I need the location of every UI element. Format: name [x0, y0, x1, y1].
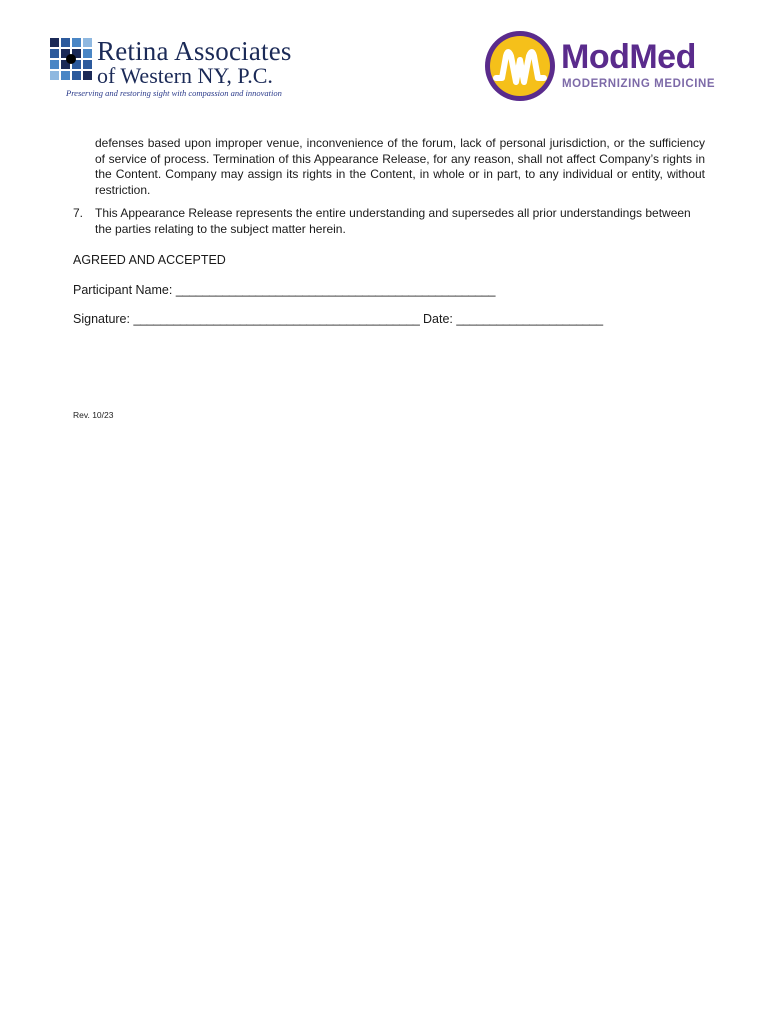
participant-name-field[interactable]: ________________________________________________ — [175, 282, 496, 297]
date-field[interactable]: ______________________ — [456, 312, 603, 326]
signature-row — [73, 312, 705, 328]
signature-field[interactable]: ___________________________________________ — [133, 312, 420, 326]
modmed-logo-tagline: MODERNIZING MEDICINE — [562, 78, 716, 90]
modmed-logo — [484, 30, 724, 106]
continuation-paragraph: defenses based upon improper venue, inconvenience of the forum, lack of personal jurisdiction, or the sufficiency of service of process. Termination of this Appearance Release, for any reason, shall not affect Company’s rights in the Content. Company may assign its rights in the Content, in whole or in part, to any individual or entity, without restriction. — [95, 136, 705, 197]
modmed-logo-name: ModMed — [561, 38, 696, 76]
participant-name-label: Participant Name: — [73, 282, 173, 297]
modmed-m-logo-icon — [484, 30, 556, 102]
agreed-heading: AGREED AND ACCEPTED — [73, 253, 226, 267]
date-label: Date: — [423, 312, 453, 326]
signature-label: Signature: — [73, 312, 130, 326]
release-body — [73, 136, 705, 328]
retina-logo-tagline: Preserving and restoring sight with compassion and innovation — [66, 88, 282, 98]
list-item — [73, 206, 705, 237]
revision-note: Rev. 10/23 — [73, 410, 114, 420]
list-item-text: This Appearance Release represents the entire understanding and supersedes all prior understandings between the parties relating to the subject matter herein. — [95, 206, 691, 236]
list-item-number: 7. — [73, 206, 84, 220]
retina-logo-subname: of Western NY, P.C. — [97, 63, 273, 88]
grid-eye-logo-icon — [50, 38, 94, 84]
participant-name-row — [73, 283, 705, 299]
retina-logo-name: Retina Associates — [97, 36, 292, 66]
retina-associates-logo — [50, 38, 310, 100]
